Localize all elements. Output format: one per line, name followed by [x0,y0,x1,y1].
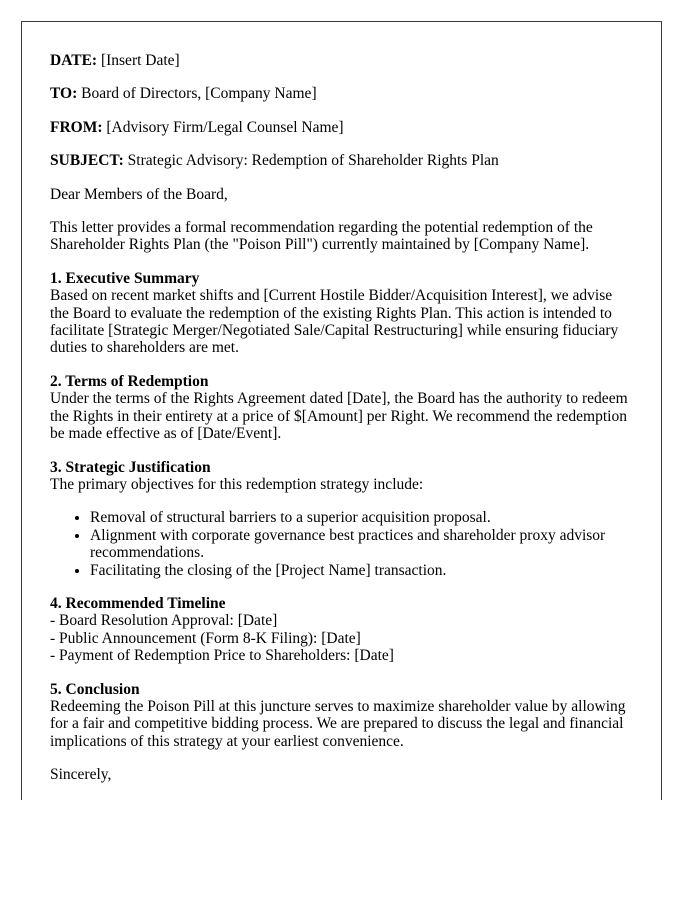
objective-item-3: • Facilitating the closing of the [Project Name] transaction. [90,562,631,579]
objective-item-1: • Removal of structural barriers to a superior acquisition proposal. [90,509,631,526]
section-body-executive-summary: Based on recent market shifts and [Current Hostile Bidder/Acquisition Interest], we advise the Board to evaluate the redemption of the existing Rights Plan. This action is intended to facilitate [Strategic Merger/Negotiated Sale/Capital Restructuring] while ensuring fiduciary duties to shareholders are met. [50,287,619,357]
meta-subject-value: Strategic Advisory: Redemption of Shareholder Rights Plan [123,152,499,170]
meta-date-label: DATE: [50,52,98,69]
section-heading-conclusion: 5. Conclusion [50,680,140,698]
letter-page [21,21,662,800]
objective-item-2: • Alignment with corporate governance best practices and shareholder proxy advisor recommendations. [90,527,631,562]
intro-paragraph: This letter provides a formal recommendation regarding the potential redemption of the Shareholder Rights Plan (the "Poison Pill") currently maintained by [Company Name]. [50,219,593,254]
meta-line-date [50,52,631,69]
timeline-line-2: - Public Announcement (Form 8-K Filing): [Date] [50,629,361,647]
section-executive-summary [50,270,631,357]
salutation: Dear Members of the Board, [50,185,228,203]
section-heading-executive-summary: 1. Executive Summary [50,269,200,287]
meta-date-value: [Insert Date] [97,52,180,69]
meta-from-value: [Advisory Firm/Legal Counsel Name] [102,118,344,136]
section-heading-strategic-justification: 3. Strategic Justification [50,458,211,476]
section-heading-terms-of-redemption: 2. Terms of Redemption [50,372,209,390]
section-conclusion [50,681,631,751]
meta-subject-label: SUBJECT: [50,152,124,170]
meta-line-to [50,85,631,102]
meta-from-label: FROM: [50,118,103,136]
meta-to-value: Board of Directors, [Company Name] [77,85,317,103]
section-recommended-timeline [50,595,631,665]
timeline-line-3: - Payment of Redemption Price to Shareholders: [Date] [50,647,394,665]
section-body-strategic-justification: The primary objectives for this redemption strategy include: [50,475,424,493]
section-strategic-justification [50,459,631,494]
section-body-terms-of-redemption: Under the terms of the Rights Agreement dated [Date], the Board has the authority to redeem the Rights in their entirety at a price of $[Amount] per Right. We recommend the redemption be made effective as of [Date/Event]. [50,390,628,443]
section-body-conclusion: Redeeming the Poison Pill at this juncture serves to maximize shareholder value by allowing for a fair and competitive bidding process. We are prepared to discuss the legal and financial implications of this strategy at your earliest convenience. [50,697,626,750]
meta-to-label: TO: [50,85,78,103]
closing: Sincerely, [50,766,112,784]
timeline-line-1: - Board Resolution Approval: [Date] [50,612,278,630]
meta-line-from [50,119,631,136]
objectives-list [50,509,631,579]
meta-line-subject [50,152,631,169]
section-terms-of-redemption [50,373,631,443]
section-heading-recommended-timeline: 4. Recommended Timeline [50,594,226,612]
